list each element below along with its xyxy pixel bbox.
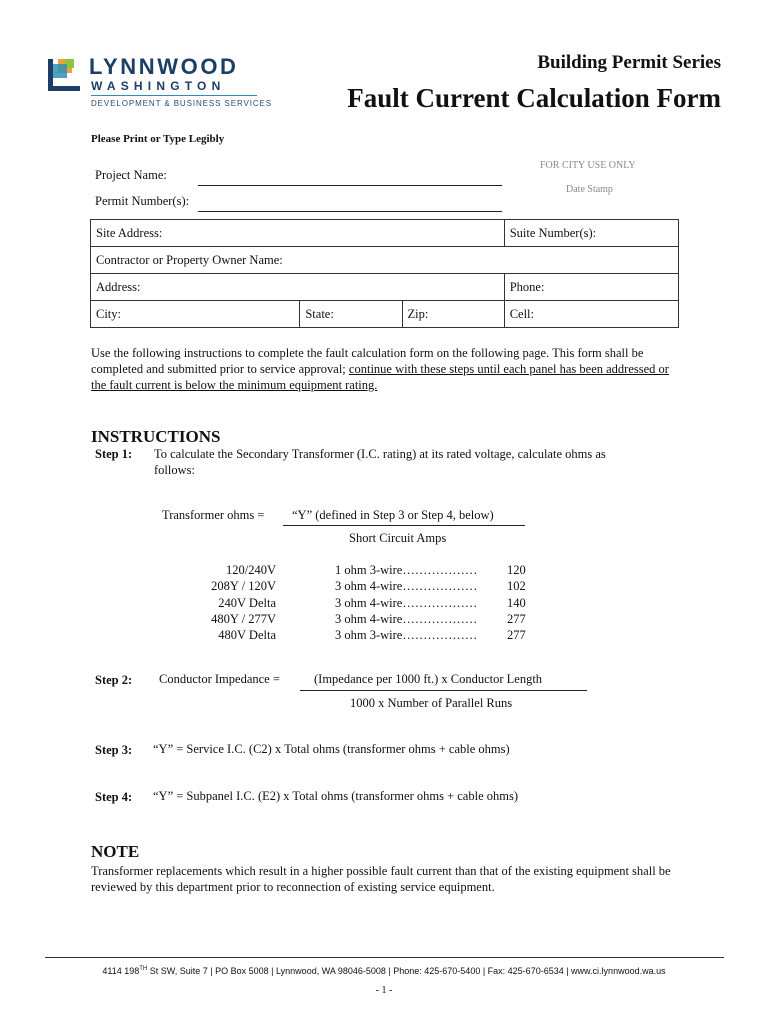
note-text: Transformer replacements which result in a higher possible fault current than that of the existing equipment shall be reviewed by this department prior to reconnection of existing service equipment. — [91, 864, 671, 894]
project-name-field[interactable] — [198, 185, 502, 186]
transformer-ohms-numerator: “Y” (defined in Step 3 or Step 4, below) — [292, 508, 494, 522]
voltage: 480V Delta — [218, 628, 276, 643]
instructions-heading: INSTRUCTIONS — [91, 427, 221, 446]
permit-numbers-label: Permit Number(s): — [95, 194, 190, 208]
step-3-formula: “Y” = Service I.C. (C2) x Total ohms (transformer ohms + cable ohms) — [153, 742, 510, 756]
value: 120 — [507, 563, 526, 577]
footer-divider — [45, 957, 724, 958]
intro-paragraph — [91, 345, 681, 393]
value: 277 — [507, 628, 526, 643]
voltage: 480Y / 277V — [211, 611, 276, 626]
transformer-values-list — [180, 563, 540, 644]
value: 277 — [507, 611, 526, 626]
project-name-label: Project Name: — [95, 168, 167, 182]
logo-department: DEVELOPMENT & BUSINESS SERVICES — [91, 99, 272, 108]
form-title: Fault Current Calculation Form — [347, 83, 721, 113]
site-address-field[interactable]: Site Address: — [91, 220, 505, 247]
wiring: 3 ohm 4-wire……………… — [335, 611, 478, 626]
voltage: 240V Delta — [218, 595, 276, 610]
intro-underlined-text: continue with these steps until each panel has been addressed or the fault current is below the minimum equipment rating. — [91, 362, 669, 392]
list-item — [180, 628, 540, 644]
wiring: 3 ohm 4-wire……………… — [335, 579, 478, 594]
transformer-ohms-denominator: Short Circuit Amps — [349, 531, 447, 545]
logo-state: WASHINGTON — [91, 79, 226, 93]
page-number: - 1 - — [375, 985, 393, 996]
list-item — [180, 612, 540, 628]
step-1-text-line2: follows: — [154, 463, 195, 477]
conductor-impedance-numerator: (Impedance per 1000 ft.) x Conductor Length — [314, 672, 543, 686]
list-item — [180, 563, 540, 579]
cell-field[interactable]: Cell: — [504, 301, 678, 328]
footer-contact: 4114 198TH St SW, Suite 7 | PO Box 5008 | Lynnwood, WA 98046-5008 | Phone: 425-670-5400 | Fax: 425-670-6534 | www.ci.lynnwood.wa.us — [102, 966, 666, 976]
transformer-ohms-fraction-bar — [283, 525, 525, 526]
note-heading: NOTE — [91, 842, 140, 861]
conductor-impedance-denominator: 1000 x Number of Parallel Runs — [350, 696, 513, 710]
list-item — [180, 596, 540, 612]
wiring: 1 ohm 3-wire……………… — [335, 563, 478, 577]
contractor-name-field[interactable]: Contractor or Property Owner Name: — [91, 247, 679, 274]
logo-divider — [91, 95, 257, 96]
step-4-label: Step 4: — [95, 790, 133, 804]
voltage: 208Y / 120V — [211, 579, 276, 594]
city-field[interactable]: City: — [91, 301, 300, 328]
city-logo — [48, 54, 280, 117]
logo-mark-icon — [48, 59, 80, 91]
phone-field[interactable]: Phone: — [504, 274, 678, 301]
permit-numbers-field[interactable] — [198, 211, 502, 212]
address-field[interactable]: Address: — [91, 274, 505, 301]
transformer-ohms-lhs: Transformer ohms = — [162, 508, 265, 522]
date-stamp-label: Date Stamp — [566, 184, 613, 195]
step-2-label: Step 2: — [95, 673, 133, 687]
wiring: 3 ohm 3-wire……………… — [335, 628, 478, 643]
wiring: 3 ohm 4-wire……………… — [335, 595, 478, 610]
conductor-impedance-lhs: Conductor Impedance = — [159, 672, 280, 686]
step-1-label: Step 1: — [95, 447, 133, 461]
logo-name: LYNNWOOD — [89, 54, 239, 79]
step-3-label: Step 3: — [95, 743, 133, 757]
step-4-formula: “Y” = Subpanel I.C. (E2) x Total ohms (transformer ohms + cable ohms) — [153, 789, 518, 803]
series-title: Building Permit Series — [537, 52, 721, 73]
intro-text: Use the following instructions to complete the fault calculation form on the following page. This form shall be completed and submitted prior to service approval; — [91, 346, 644, 376]
zip-field[interactable]: Zip: — [402, 301, 504, 328]
step-1-text-line1: To calculate the Secondary Transformer (I.C. rating) at its rated voltage, calculate ohms as — [154, 447, 606, 461]
value: 140 — [507, 595, 526, 610]
print-note: Please Print or Type Legibly — [91, 133, 225, 145]
voltage: 120/240V — [226, 563, 276, 577]
list-item — [180, 579, 540, 595]
state-field[interactable]: State: — [300, 301, 402, 328]
conductor-impedance-fraction-bar — [300, 690, 587, 691]
applicant-info-table — [90, 219, 679, 328]
suite-numbers-field[interactable]: Suite Number(s): — [504, 220, 678, 247]
value: 102 — [507, 579, 526, 594]
city-use-label: FOR CITY USE ONLY — [540, 160, 636, 171]
